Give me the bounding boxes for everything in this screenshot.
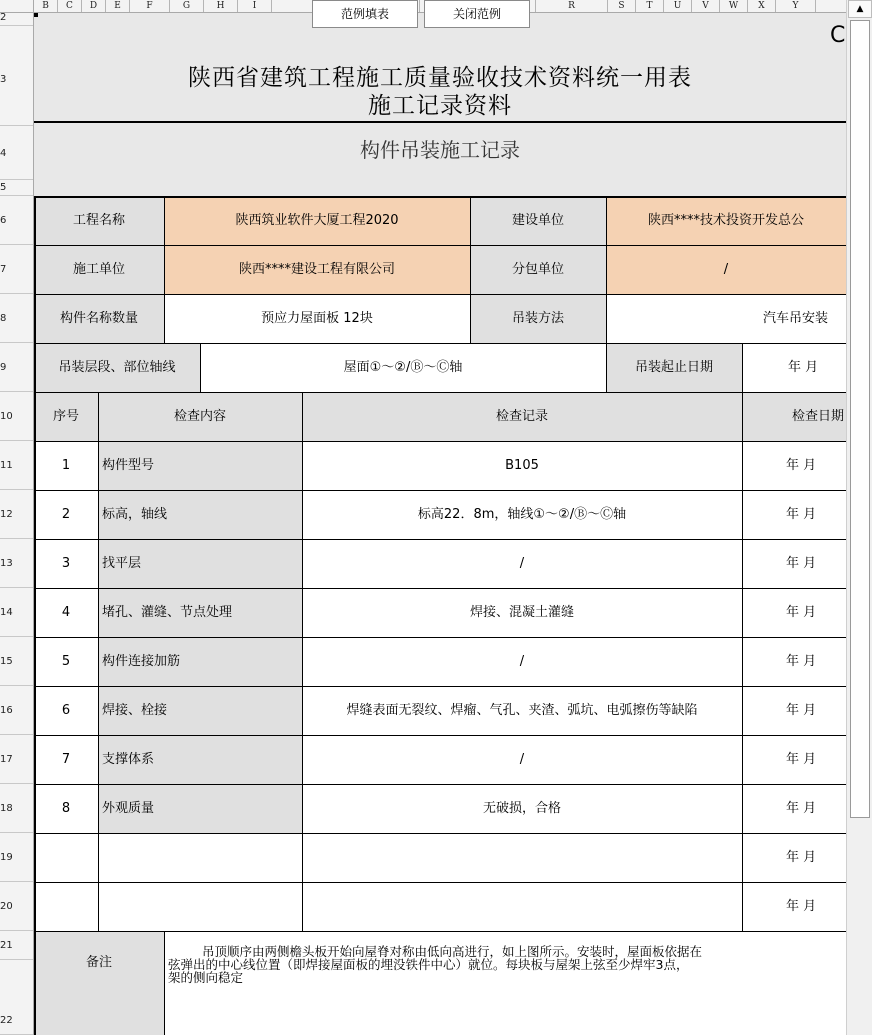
row-header[interactable]: 19 xyxy=(0,833,34,882)
column-header[interactable]: C xyxy=(58,0,82,13)
row-date[interactable]: 年 月 xyxy=(786,752,817,767)
row-date[interactable]: 年 月 xyxy=(786,605,817,620)
contractor-label: 施工单位 xyxy=(34,245,164,294)
row-date[interactable]: 年 月 xyxy=(786,850,817,865)
row-item: 标高，轴线 xyxy=(98,490,302,539)
col-header-item: 检查内容 xyxy=(98,392,302,441)
column-header[interactable]: E xyxy=(106,0,130,13)
column-header[interactable]: X xyxy=(748,0,776,13)
fill-handle[interactable] xyxy=(34,13,38,17)
builder-label: 建设单位 xyxy=(470,196,606,245)
page-code: C xyxy=(830,23,846,48)
row-record[interactable]: / xyxy=(519,752,525,767)
row-item: 焊接、栓接 xyxy=(98,686,302,735)
contractor-field[interactable]: 陕西****建设工程有限公司 xyxy=(164,245,470,294)
subcontractor-label: 分包单位 xyxy=(470,245,606,294)
row-header[interactable]: 13 xyxy=(0,539,34,588)
row-no: 8 xyxy=(61,801,71,816)
row-header[interactable]: 2 xyxy=(0,13,34,26)
builder-field[interactable]: 陕西****技术投资开发总公 xyxy=(606,196,846,245)
row-header[interactable]: 4 xyxy=(0,126,34,180)
row-header[interactable]: 7 xyxy=(0,245,34,294)
method-label: 吊装方法 xyxy=(470,294,606,343)
row-header[interactable]: 10 xyxy=(0,392,34,441)
row-header[interactable]: 16 xyxy=(0,686,34,735)
column-header[interactable]: F xyxy=(130,0,170,13)
row-date[interactable]: 年 月 xyxy=(786,703,817,718)
column-header[interactable]: I xyxy=(238,0,272,13)
row-item: 支撑体系 xyxy=(98,735,302,784)
row-header[interactable]: 14 xyxy=(0,588,34,637)
col-header-record: 检查记录 xyxy=(302,392,742,441)
column-header[interactable]: Y xyxy=(776,0,816,13)
row-header[interactable]: 17 xyxy=(0,735,34,784)
row-header[interactable]: 22 xyxy=(0,960,34,1035)
remarks-line: 吊顶顺序由两侧檐头板开始向屋脊对称由低向高进行，如上图所示。安装时，屋面板依据在 xyxy=(202,944,703,959)
location-label: 吊装层段、部位轴线 xyxy=(34,343,200,392)
select-all-corner[interactable] xyxy=(0,0,34,13)
project-name-label: 工程名称 xyxy=(34,196,164,245)
date-range-field[interactable]: 年 月 xyxy=(788,360,819,375)
row-date[interactable]: 年 月 xyxy=(786,654,817,669)
row-date[interactable]: 年 月 xyxy=(786,507,817,522)
row-header[interactable]: 21 xyxy=(0,931,34,960)
subcontractor-field[interactable]: / xyxy=(606,245,846,294)
row-record[interactable]: B105 xyxy=(505,458,539,473)
row-no: 5 xyxy=(61,654,71,669)
page-title-line2: 施工记录资料 xyxy=(368,93,512,119)
row-date[interactable]: 年 月 xyxy=(786,899,817,914)
row-header[interactable]: 11 xyxy=(0,441,34,490)
row-no: 3 xyxy=(61,556,71,571)
column-header[interactable]: H xyxy=(204,0,238,13)
column-header[interactable]: T xyxy=(636,0,664,13)
row-date[interactable]: 年 月 xyxy=(786,801,817,816)
row-record[interactable]: 无破损，合格 xyxy=(482,801,561,816)
row-header[interactable]: 12 xyxy=(0,490,34,539)
row-record[interactable]: 焊接、混凝土灌缝 xyxy=(469,605,574,620)
col-header-no: 序号 xyxy=(34,392,98,441)
column-header[interactable]: D xyxy=(82,0,106,13)
location-field[interactable]: 屋面①～②/Ⓑ～Ⓒ轴 xyxy=(343,360,463,375)
page-title: 陕西省建筑工程施工质量验收技术资料统一用表 xyxy=(188,65,692,91)
component-label: 构件名称数量 xyxy=(34,294,164,343)
scroll-thumb[interactable] xyxy=(850,20,870,818)
row-record[interactable]: 焊缝表面无裂纹、焊瘤、气孔、夹渣、弧坑、电弧擦伤等缺陷 xyxy=(346,703,698,718)
col-header-date: 检查日期 xyxy=(742,392,846,441)
row-no: 2 xyxy=(61,507,71,522)
title-underline xyxy=(34,121,846,123)
row-header[interactable]: 15 xyxy=(0,637,34,686)
remarks-line: 弦弹出的中心线位置（即焊接屋面板的埋没铁件中心）就位。每块板与屋架上弦至少焊牢3点， xyxy=(168,957,689,972)
row-header[interactable]: 3 xyxy=(0,26,34,126)
remarks-field[interactable] xyxy=(164,931,846,1035)
remarks-label: 备注 xyxy=(34,931,164,1035)
remarks-line: 架的侧向稳定 xyxy=(168,970,244,985)
row-record[interactable]: / xyxy=(519,556,525,571)
project-name-field[interactable]: 陕西筑业软件大厦工程2020 xyxy=(164,196,470,245)
record-form xyxy=(34,196,846,1035)
column-header[interactable]: U xyxy=(664,0,692,13)
row-record[interactable]: / xyxy=(519,654,525,669)
row-no: 7 xyxy=(61,752,71,767)
row-record[interactable]: 标高22．8m，轴线①～②/Ⓑ～Ⓒ轴 xyxy=(417,507,627,522)
column-header[interactable]: B xyxy=(34,0,58,13)
row-header[interactable]: 6 xyxy=(0,196,34,245)
form-subtitle: 构件吊装施工记录 xyxy=(360,138,520,162)
row-record[interactable] xyxy=(302,882,742,931)
fill-example-button[interactable]: 范例填表 xyxy=(312,0,418,28)
method-field[interactable]: 汽车吊安装 xyxy=(762,311,828,326)
row-item: 找平层 xyxy=(98,539,302,588)
row-no xyxy=(34,882,98,931)
close-example-button[interactable]: 关闭范例 xyxy=(424,0,530,28)
component-field[interactable]: 预应力屋面板 12块 xyxy=(261,311,373,326)
column-header[interactable]: G xyxy=(170,0,204,13)
row-header[interactable]: 9 xyxy=(0,343,34,392)
row-no: 6 xyxy=(61,703,71,718)
spreadsheet-grid[interactable] xyxy=(34,13,846,1035)
scroll-up-arrow-icon[interactable]: ▲ xyxy=(848,0,872,18)
row-date[interactable]: 年 月 xyxy=(786,458,817,473)
date-range-label: 吊装起止日期 xyxy=(606,343,742,392)
row-item: 构件型号 xyxy=(98,441,302,490)
row-item[interactable] xyxy=(98,833,302,882)
row-date[interactable]: 年 月 xyxy=(786,556,817,571)
row-record[interactable] xyxy=(302,833,742,882)
vertical-scrollbar[interactable] xyxy=(846,0,872,1035)
row-header-bar xyxy=(0,13,34,1035)
column-header[interactable]: V xyxy=(692,0,720,13)
column-header[interactable]: R xyxy=(536,0,608,13)
column-header[interactable]: W xyxy=(720,0,748,13)
row-item[interactable] xyxy=(98,882,302,931)
row-header[interactable]: 8 xyxy=(0,294,34,343)
column-header[interactable]: S xyxy=(608,0,636,13)
row-item: 构件连接加筋 xyxy=(98,637,302,686)
row-item: 外观质量 xyxy=(98,784,302,833)
row-no xyxy=(34,833,98,882)
row-item: 堵孔、灌缝、节点处理 xyxy=(98,588,302,637)
row-no: 4 xyxy=(61,605,71,620)
row-header[interactable]: 5 xyxy=(0,180,34,196)
row-header[interactable]: 18 xyxy=(0,784,34,833)
row-header[interactable]: 20 xyxy=(0,882,34,931)
row-no: 1 xyxy=(61,458,71,473)
